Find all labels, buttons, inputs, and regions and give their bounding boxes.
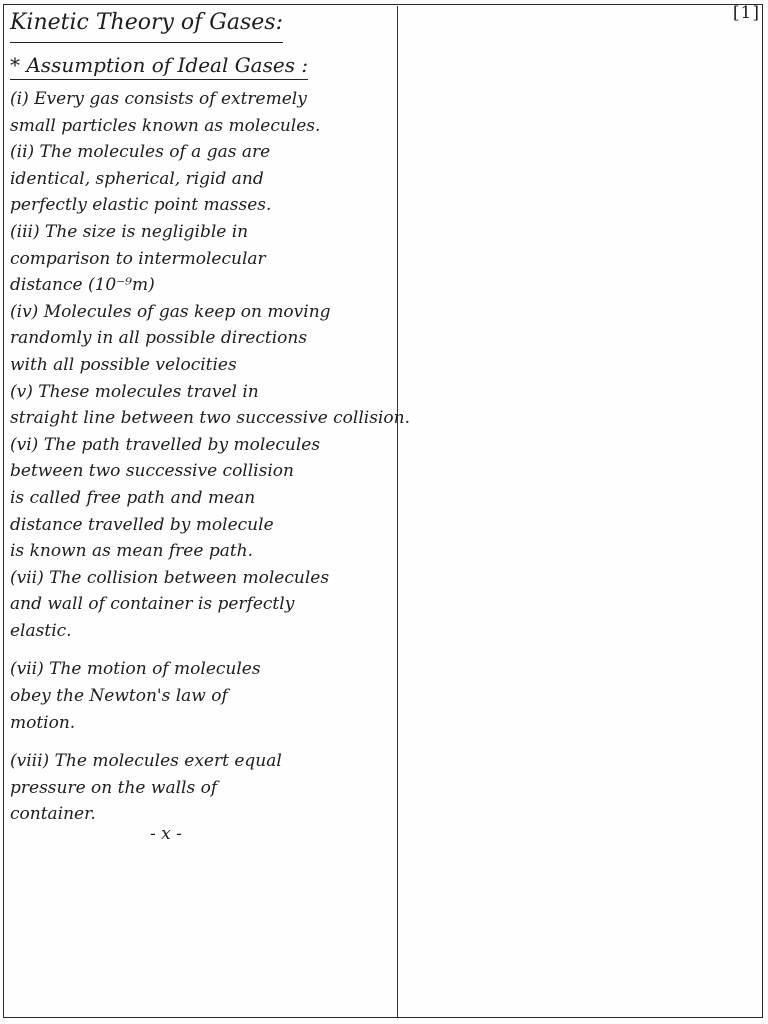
assumption-item xyxy=(10,656,394,736)
assumption-line: perfectly elastic point masses. xyxy=(10,195,272,216)
page-number: [1] xyxy=(732,3,760,23)
assumption-line: (v) These molecules travel in xyxy=(10,381,259,402)
assumption-item xyxy=(10,565,394,645)
assumption-line: (vi) The path travelled by molecules xyxy=(10,434,321,455)
assumption-item xyxy=(10,379,410,432)
assumption-line: (i) Every gas consists of extremely xyxy=(10,89,307,109)
assumption-line: between two successive collision xyxy=(10,461,294,482)
assumption-line: identical, spherical, rigid and xyxy=(10,168,264,189)
assumption-line: motion. xyxy=(10,712,76,733)
assumption-list xyxy=(10,86,410,828)
assumption-line: distance (10⁻⁹m) xyxy=(10,275,155,296)
assumption-item xyxy=(10,748,394,828)
assumption-line: is known as mean free path. xyxy=(10,541,254,562)
spacer xyxy=(10,736,394,748)
assumption-line: randomly in all possible directions xyxy=(10,328,308,349)
assumption-line: is called free path and mean xyxy=(10,487,256,508)
assumption-line: distance travelled by molecule xyxy=(10,514,274,535)
assumption-item xyxy=(10,86,394,139)
assumption-line: elastic. xyxy=(10,620,72,641)
assumption-line: (ii) The molecules of a gas are xyxy=(10,142,271,163)
assumption-line: (viii) The molecules exert equal xyxy=(10,751,282,772)
assumption-item xyxy=(10,432,394,565)
assumption-line: small particles known as molecules. xyxy=(10,115,321,136)
assumption-line: (iv) Molecules of gas keep on moving xyxy=(10,301,331,322)
section-heading: * Assumption of Ideal Gases : xyxy=(10,51,308,80)
assumption-line: straight line between two successive collision. xyxy=(10,408,410,429)
assumption-line: container. xyxy=(10,804,96,825)
assumption-line: with all possible velocities xyxy=(10,354,237,375)
handwritten-notes xyxy=(10,8,410,845)
assumption-line: obey the Newton's law of xyxy=(10,686,228,707)
assumption-item xyxy=(10,139,394,219)
assumption-line: (vii) The motion of molecules xyxy=(10,659,261,680)
end-mark: - x - xyxy=(150,824,182,845)
page-title: Kinetic Theory of Gases: xyxy=(10,8,283,43)
assumption-line: comparison to intermolecular xyxy=(10,248,266,269)
assumption-line: (vii) The collision between molecules xyxy=(10,567,330,588)
spacer xyxy=(10,644,394,656)
assumption-item xyxy=(10,219,394,299)
assumption-line: (iii) The size is negligible in xyxy=(10,221,249,242)
assumption-item xyxy=(10,299,394,379)
margin-line xyxy=(397,6,398,1018)
assumption-line: and wall of container is perfectly xyxy=(10,594,295,615)
assumption-line: pressure on the walls of xyxy=(10,777,218,798)
